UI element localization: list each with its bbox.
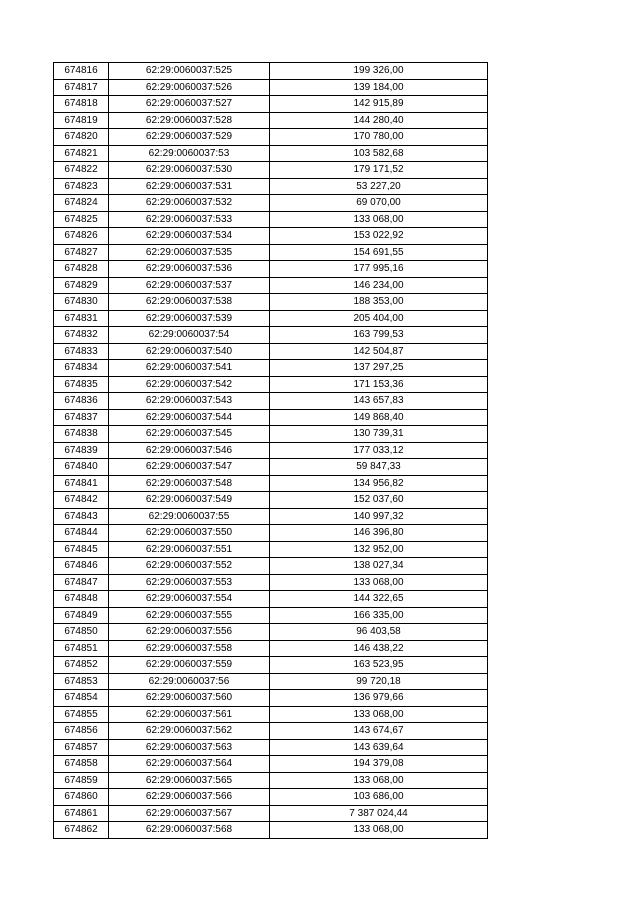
table-row — [54, 376, 488, 393]
table-row — [54, 673, 488, 690]
cadastral-number-cell: 62:29:0060037:543 — [109, 393, 270, 410]
cadastral-number-cell: 62:29:0060037:562 — [109, 723, 270, 740]
table-row — [54, 129, 488, 146]
cadastral-number-cell: 62:29:0060037:554 — [109, 591, 270, 608]
row-number-cell: 674838 — [54, 426, 109, 443]
cadastral-number-cell: 62:29:0060037:536 — [109, 261, 270, 278]
cadastral-number-cell: 62:29:0060037:54 — [109, 327, 270, 344]
value-cell: 146 234,00 — [270, 277, 488, 294]
row-number-cell: 674841 — [54, 475, 109, 492]
table-row — [54, 63, 488, 80]
row-number-cell: 674833 — [54, 343, 109, 360]
table-row — [54, 789, 488, 806]
row-number-cell: 674842 — [54, 492, 109, 509]
cadastral-number-cell: 62:29:0060037:559 — [109, 657, 270, 674]
table-row — [54, 558, 488, 575]
value-cell: 177 033,12 — [270, 442, 488, 459]
cadastral-value-table — [53, 62, 488, 839]
row-number-cell: 674860 — [54, 789, 109, 806]
row-number-cell: 674832 — [54, 327, 109, 344]
value-cell: 149 868,40 — [270, 409, 488, 426]
table-row — [54, 525, 488, 542]
cadastral-number-cell: 62:29:0060037:535 — [109, 244, 270, 261]
table-row — [54, 492, 488, 509]
row-number-cell: 674862 — [54, 822, 109, 839]
table-row — [54, 178, 488, 195]
table-row — [54, 195, 488, 212]
table-row — [54, 211, 488, 228]
cadastral-number-cell: 62:29:0060037:56 — [109, 673, 270, 690]
row-number-cell: 674839 — [54, 442, 109, 459]
table-row — [54, 426, 488, 443]
cadastral-number-cell: 62:29:0060037:561 — [109, 706, 270, 723]
cadastral-number-cell: 62:29:0060037:555 — [109, 607, 270, 624]
cadastral-number-cell: 62:29:0060037:558 — [109, 640, 270, 657]
row-number-cell: 674823 — [54, 178, 109, 195]
value-cell: 133 068,00 — [270, 574, 488, 591]
cadastral-number-cell: 62:29:0060037:566 — [109, 789, 270, 806]
cadastral-number-cell: 62:29:0060037:539 — [109, 310, 270, 327]
row-number-cell: 674852 — [54, 657, 109, 674]
row-number-cell: 674861 — [54, 805, 109, 822]
value-cell: 144 322,65 — [270, 591, 488, 608]
row-number-cell: 674826 — [54, 228, 109, 245]
row-number-cell: 674818 — [54, 96, 109, 113]
value-cell: 133 068,00 — [270, 772, 488, 789]
table-row — [54, 96, 488, 113]
cadastral-number-cell: 62:29:0060037:537 — [109, 277, 270, 294]
value-cell: 179 171,52 — [270, 162, 488, 179]
cadastral-number-cell: 62:29:0060037:534 — [109, 228, 270, 245]
value-cell: 143 639,64 — [270, 739, 488, 756]
row-number-cell: 674848 — [54, 591, 109, 608]
value-cell: 103 582,68 — [270, 145, 488, 162]
value-cell: 133 068,00 — [270, 211, 488, 228]
row-number-cell: 674851 — [54, 640, 109, 657]
value-cell: 166 335,00 — [270, 607, 488, 624]
table-row — [54, 756, 488, 773]
table-row — [54, 310, 488, 327]
row-number-cell: 674822 — [54, 162, 109, 179]
row-number-cell: 674825 — [54, 211, 109, 228]
table-row — [54, 112, 488, 129]
table-row — [54, 459, 488, 476]
table-row — [54, 723, 488, 740]
value-cell: 163 799,53 — [270, 327, 488, 344]
table-row — [54, 640, 488, 657]
cadastral-number-cell: 62:29:0060037:538 — [109, 294, 270, 311]
cadastral-number-cell: 62:29:0060037:525 — [109, 63, 270, 80]
table-row — [54, 591, 488, 608]
value-cell: 153 022,92 — [270, 228, 488, 245]
cadastral-number-cell: 62:29:0060037:563 — [109, 739, 270, 756]
table-row — [54, 409, 488, 426]
table-row — [54, 79, 488, 96]
row-number-cell: 674828 — [54, 261, 109, 278]
cadastral-number-cell: 62:29:0060037:532 — [109, 195, 270, 212]
table-row — [54, 360, 488, 377]
row-number-cell: 674859 — [54, 772, 109, 789]
cadastral-number-cell: 62:29:0060037:542 — [109, 376, 270, 393]
table-row — [54, 228, 488, 245]
table-row — [54, 657, 488, 674]
table-row — [54, 343, 488, 360]
table-row — [54, 327, 488, 344]
table-row — [54, 442, 488, 459]
value-cell: 138 027,34 — [270, 558, 488, 575]
table-row — [54, 475, 488, 492]
value-cell: 170 780,00 — [270, 129, 488, 146]
row-number-cell: 674836 — [54, 393, 109, 410]
table-row — [54, 624, 488, 641]
table-row — [54, 739, 488, 756]
cadastral-number-cell: 62:29:0060037:545 — [109, 426, 270, 443]
value-cell: 177 995,16 — [270, 261, 488, 278]
cadastral-number-cell: 62:29:0060037:556 — [109, 624, 270, 641]
row-number-cell: 674857 — [54, 739, 109, 756]
table-row — [54, 393, 488, 410]
cadastral-number-cell: 62:29:0060037:53 — [109, 145, 270, 162]
row-number-cell: 674854 — [54, 690, 109, 707]
table-row — [54, 261, 488, 278]
value-cell: 134 956,82 — [270, 475, 488, 492]
table-row — [54, 145, 488, 162]
cadastral-number-cell: 62:29:0060037:560 — [109, 690, 270, 707]
value-cell: 143 674,67 — [270, 723, 488, 740]
value-cell: 142 915,89 — [270, 96, 488, 113]
cadastral-number-cell: 62:29:0060037:551 — [109, 541, 270, 558]
cadastral-number-cell: 62:29:0060037:549 — [109, 492, 270, 509]
row-number-cell: 674834 — [54, 360, 109, 377]
row-number-cell: 674843 — [54, 508, 109, 525]
row-number-cell: 674855 — [54, 706, 109, 723]
row-number-cell: 674846 — [54, 558, 109, 575]
row-number-cell: 674837 — [54, 409, 109, 426]
cadastral-number-cell: 62:29:0060037:533 — [109, 211, 270, 228]
value-cell: 137 297,25 — [270, 360, 488, 377]
table-row — [54, 706, 488, 723]
cadastral-number-cell: 62:29:0060037:526 — [109, 79, 270, 96]
row-number-cell: 674819 — [54, 112, 109, 129]
row-number-cell: 674820 — [54, 129, 109, 146]
value-cell: 130 739,31 — [270, 426, 488, 443]
value-cell: 188 353,00 — [270, 294, 488, 311]
value-cell: 53 227,20 — [270, 178, 488, 195]
cadastral-number-cell: 62:29:0060037:531 — [109, 178, 270, 195]
row-number-cell: 674831 — [54, 310, 109, 327]
row-number-cell: 674856 — [54, 723, 109, 740]
value-cell: 205 404,00 — [270, 310, 488, 327]
row-number-cell: 674858 — [54, 756, 109, 773]
value-cell: 133 068,00 — [270, 822, 488, 839]
row-number-cell: 674824 — [54, 195, 109, 212]
cadastral-number-cell: 62:29:0060037:528 — [109, 112, 270, 129]
value-cell: 142 504,87 — [270, 343, 488, 360]
cadastral-number-cell: 62:29:0060037:530 — [109, 162, 270, 179]
value-cell: 103 686,00 — [270, 789, 488, 806]
row-number-cell: 674845 — [54, 541, 109, 558]
cadastral-number-cell: 62:29:0060037:527 — [109, 96, 270, 113]
row-number-cell: 674840 — [54, 459, 109, 476]
table-row — [54, 294, 488, 311]
cadastral-number-cell: 62:29:0060037:529 — [109, 129, 270, 146]
row-number-cell: 674821 — [54, 145, 109, 162]
row-number-cell: 674835 — [54, 376, 109, 393]
cadastral-number-cell: 62:29:0060037:540 — [109, 343, 270, 360]
table-row — [54, 772, 488, 789]
value-cell: 152 037,60 — [270, 492, 488, 509]
table-row — [54, 508, 488, 525]
value-cell: 7 387 024,44 — [270, 805, 488, 822]
value-cell: 133 068,00 — [270, 706, 488, 723]
value-cell: 96 403,58 — [270, 624, 488, 641]
row-number-cell: 674853 — [54, 673, 109, 690]
table-row — [54, 541, 488, 558]
cadastral-number-cell: 62:29:0060037:541 — [109, 360, 270, 377]
value-cell: 99 720,18 — [270, 673, 488, 690]
row-number-cell: 674817 — [54, 79, 109, 96]
cadastral-number-cell: 62:29:0060037:548 — [109, 475, 270, 492]
cadastral-number-cell: 62:29:0060037:568 — [109, 822, 270, 839]
table-row — [54, 277, 488, 294]
value-cell: 59 847,33 — [270, 459, 488, 476]
cadastral-number-cell: 62:29:0060037:550 — [109, 525, 270, 542]
cadastral-number-cell: 62:29:0060037:547 — [109, 459, 270, 476]
row-number-cell: 674830 — [54, 294, 109, 311]
value-cell: 154 691,55 — [270, 244, 488, 261]
value-cell: 146 396,80 — [270, 525, 488, 542]
value-cell: 136 979,66 — [270, 690, 488, 707]
cadastral-number-cell: 62:29:0060037:553 — [109, 574, 270, 591]
value-cell: 171 153,36 — [270, 376, 488, 393]
cadastral-number-cell: 62:29:0060037:552 — [109, 558, 270, 575]
row-number-cell: 674847 — [54, 574, 109, 591]
value-cell: 139 184,00 — [270, 79, 488, 96]
table-row — [54, 574, 488, 591]
table-row — [54, 690, 488, 707]
cadastral-number-cell: 62:29:0060037:567 — [109, 805, 270, 822]
table-row — [54, 244, 488, 261]
value-cell: 146 438,22 — [270, 640, 488, 657]
value-cell: 199 326,00 — [270, 63, 488, 80]
cadastral-number-cell: 62:29:0060037:546 — [109, 442, 270, 459]
row-number-cell: 674829 — [54, 277, 109, 294]
table-row — [54, 162, 488, 179]
cadastral-number-cell: 62:29:0060037:565 — [109, 772, 270, 789]
value-cell: 163 523,95 — [270, 657, 488, 674]
value-cell: 144 280,40 — [270, 112, 488, 129]
row-number-cell: 674849 — [54, 607, 109, 624]
table-row — [54, 822, 488, 839]
cadastral-number-cell: 62:29:0060037:544 — [109, 409, 270, 426]
table-row — [54, 805, 488, 822]
table-body — [54, 63, 488, 839]
row-number-cell: 674844 — [54, 525, 109, 542]
row-number-cell: 674850 — [54, 624, 109, 641]
row-number-cell: 674827 — [54, 244, 109, 261]
row-number-cell: 674816 — [54, 63, 109, 80]
table-row — [54, 607, 488, 624]
value-cell: 132 952,00 — [270, 541, 488, 558]
cadastral-number-cell: 62:29:0060037:564 — [109, 756, 270, 773]
value-cell: 69 070,00 — [270, 195, 488, 212]
cadastral-number-cell: 62:29:0060037:55 — [109, 508, 270, 525]
value-cell: 194 379,08 — [270, 756, 488, 773]
value-cell: 143 657,83 — [270, 393, 488, 410]
value-cell: 140 997,32 — [270, 508, 488, 525]
